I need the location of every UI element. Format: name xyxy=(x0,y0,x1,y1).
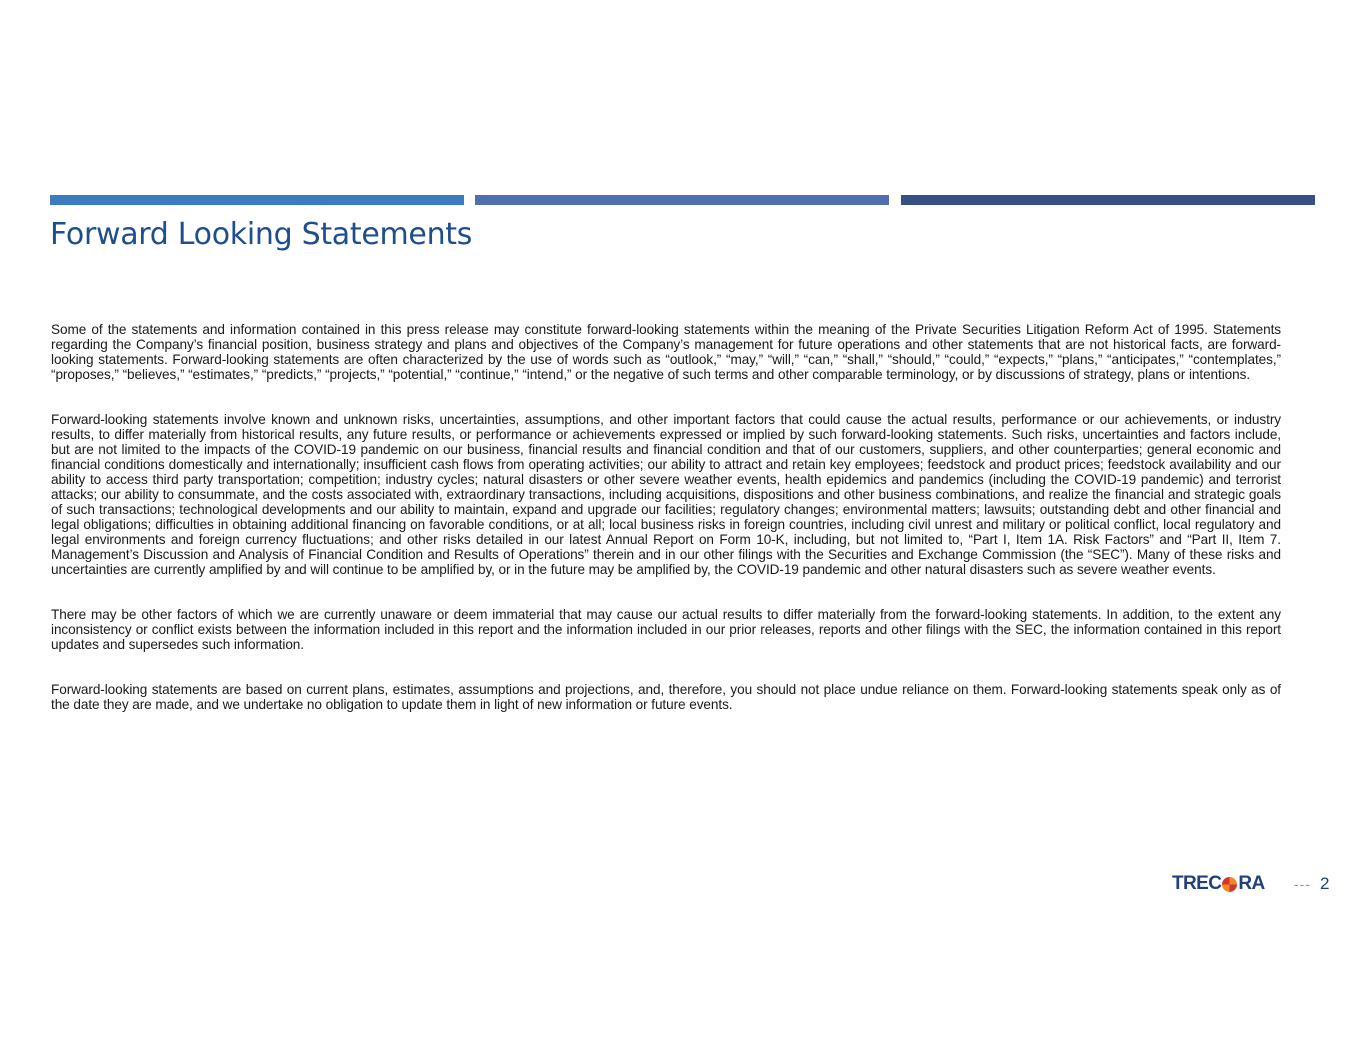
trecora-logo xyxy=(1172,873,1265,895)
header-bars xyxy=(50,195,1315,205)
logo-text-start: TREC xyxy=(1172,873,1222,894)
page-number: 2 xyxy=(1320,874,1330,893)
slide-footer xyxy=(1172,873,1332,895)
paragraph-no-obligation: Forward-looking statements are based on current plans, estimates, assumptions and projections, and, therefore, you should not place undue reliance on them. Forward-looking statements speak only as of the date they are made, and we undertake no obligation to update them in light of new information or future events. xyxy=(51,682,1281,712)
logo-o-mark-icon xyxy=(1222,877,1237,892)
disclaimer-body xyxy=(51,322,1281,742)
paragraph-risk-factors: Forward-looking statements involve known and unknown risks, uncertainties, assumptions, and other important factors that could cause the actual results, performance or our achievements, or industry results, to differ materially from historical results, any future results, or performance or achievements expressed or implied by such forward-looking statements. Such risks, uncertainties and factors include, but are not limited to the impacts of the COVID-19 pandemic on our business, financial results and financial condition and that of our customers, suppliers, and other counterparties; general economic and financial conditions domestically and internationally; insufficient cash flows from operating activities; our ability to attract and retain key employees; feedstock and product prices; feedstock availability and our ability to access third party transportation; competition; industry cycles; natural disasters or other severe weather events, health epidemics and pandemics (including the COVID-19 pandemic) and terrorist attacks; our ability to consummate, and the costs associated with, extraordinary transactions, including acquisitions, dispositions and other business combinations, and realize the financial and strategic goals of such transactions; technological developments and our ability to maintain, expand and upgrade our facilities; regulatory changes; environmental matters; lawsuits; outstanding debt and other financial and legal obligations; difficulties in obtaining additional financing on favorable conditions, or at all; local business risks in foreign countries, including civil unrest and military or political conflict, local regulatory and legal environments and foreign currency fluctuations; and other risks detailed in our latest Annual Report on Form 10-K, including, but not limited to, “Part I, Item 1A. Risk Factors” and “Part II, Item 7. Management’s Discussion and Analysis of Financial Condition and Results of Operations” therein and in our other filings with the Securities and Exchange Commission (the “SEC”). Many of these risks and uncertainties are currently amplified by and will continue to be amplified by, or in the future may be amplified by, the COVID-19 pandemic and other natural disasters such as severe weather events. xyxy=(51,412,1281,577)
logo-text-end: RA xyxy=(1238,873,1265,894)
paragraph-other-factors: There may be other factors of which we are currently unaware or deem immaterial that may cause our actual results to differ materially from the forward-looking statements. In addition, to the extent any inconsistency or conflict exists between the information included in this report and the information included in our prior releases, reports and other filings with the SEC, the information contained in this report updates and supersedes such information. xyxy=(51,607,1281,652)
header-bar-left xyxy=(50,195,464,205)
header-bar-middle xyxy=(475,195,889,205)
paragraph-forward-looking-definition: Some of the statements and information contained in this press release may constitute forward-looking statements within the meaning of the Private Securities Litigation Reform Act of 1995. Statements regarding the Company’s financial position, business strategy and plans and objectives of the Company’s management for future operations and other statements that are not historical facts, are forward-looking statements. Forward-looking statements are often characterized by the use of words such as “outlook,” “may,” “will,” “can,” “shall,” “should,” “could,” “expects,” “plans,” “anticipates,” “contemplates,” “proposes,” “believes,” “estimates,” “predicts,” “projects,” “potential,” “continue,” “intend,” or the negative of such terms and other comparable terminology, or by discussions of strategy, plans or intentions. xyxy=(51,322,1281,382)
slide-title: Forward Looking Statements xyxy=(50,217,473,252)
header-bar-right xyxy=(901,195,1315,205)
page-separator: --- xyxy=(1294,876,1311,892)
